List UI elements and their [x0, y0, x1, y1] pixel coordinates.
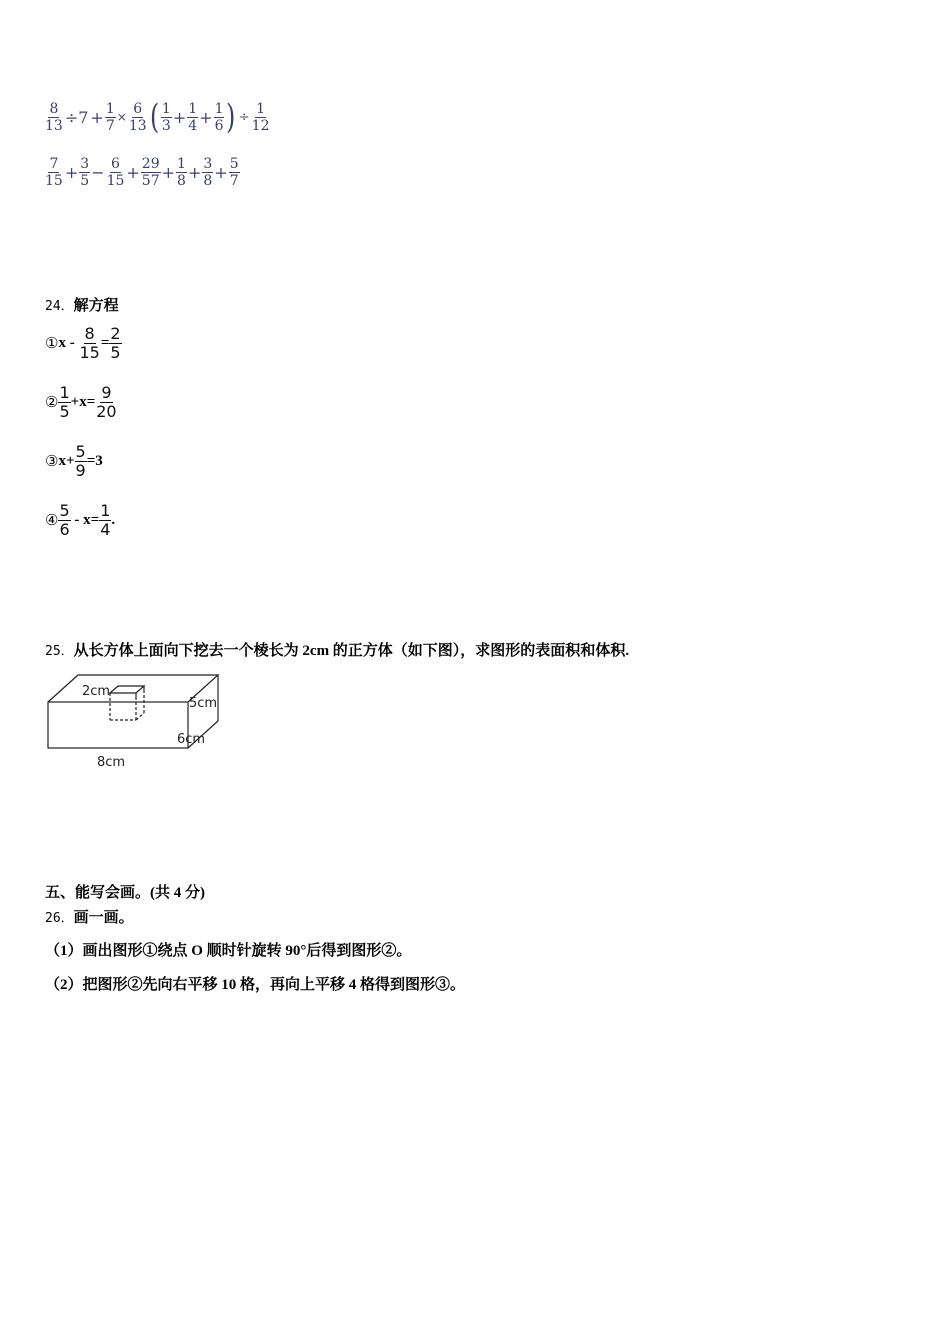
expression-2: $\frac{7}{15}$ + $\frac{3}{5}$ − $\frac{6}{15}$ + $\frac{29}{57}$ + $\frac{1}{8}$ + $\frac{3}{8}$ + $\frac{5}{7}$ [45, 156, 239, 189]
fraction: $\frac{29}{57}$ [141, 156, 160, 189]
fraction: $\frac{8}{15}$ [79, 324, 100, 362]
cube-hole-top [110, 686, 144, 693]
label-length: 8cm [97, 755, 126, 770]
fraction: $\frac{1}{7}$ [105, 100, 115, 134]
question-25-title: 25．从长方体上面向下挖去一个棱长为 2cm 的正方体（如下图），求图形的表面积和体积. [45, 643, 630, 659]
label-cube: 2cm [82, 684, 111, 699]
question-26-title: 26．画一画。 [45, 910, 134, 926]
question-26-item-2: （2）把图形②先向右平移 10 格，再向上平移 4 格得到图形③。 [45, 977, 466, 993]
fraction: $\frac{9}{20}$ [96, 383, 117, 421]
fraction: $\frac{1}{12}$ [251, 100, 270, 134]
fraction: $\frac{6}{15}$ [106, 156, 125, 189]
fraction: $\frac{3}{8}$ [203, 156, 213, 189]
question-24-title: 24．解方程 [45, 298, 119, 314]
fraction: $\frac{7}{15}$ [45, 156, 63, 189]
fraction: $\frac{1}{5}$ [59, 383, 70, 421]
fraction: $\frac{8}{13}$ [45, 100, 63, 134]
label-height: 5cm [189, 696, 218, 711]
fraction: $\frac{2}{5}$ [110, 324, 121, 362]
fraction: $\frac{1}{6}$ [214, 100, 224, 134]
fraction: $\frac{3}{5}$ [80, 156, 90, 189]
equation-4: ④ $\frac{5}{6}$ - x= $\frac{1}{4}$ . [45, 501, 116, 539]
fraction: $\frac{5}{6}$ [59, 501, 70, 539]
section-5-heading: 五、能写会画。(共 4 分) [45, 885, 205, 901]
equation-2: ② $\frac{1}{5}$ +x= $\frac{9}{20}$ [45, 383, 117, 421]
cuboid-front-face [48, 702, 188, 748]
equation-1: ① x - $\frac{8}{15}$ = $\frac{2}{5}$ [45, 324, 121, 362]
fraction: $\frac{1}{4}$ [100, 501, 111, 539]
label-depth: 6cm [177, 732, 206, 747]
question-26-item-1: （1）画出图形①绕点 O 顺时针旋转 90°后得到图形②。 [45, 943, 412, 959]
fraction: $\frac{1}{8}$ [177, 156, 186, 189]
equation-3: ③ x+ $\frac{5}{9}$ =3 [45, 442, 103, 480]
cuboid-figure [40, 670, 240, 775]
fraction: $\frac{5}{9}$ [75, 442, 86, 480]
fraction: $\frac{5}{7}$ [229, 156, 239, 189]
fraction: $\frac{1}{3}$ [161, 100, 171, 134]
fraction: $\frac{6}{13}$ [128, 100, 147, 134]
expression-1: $\frac{8}{13}$ ÷7 + $\frac{1}{7}$ × $\frac{6}{13}$ ( $\frac{1}{3}$ + $\frac{1}{4}$ + $\frac{1}{6}$ ) ÷ $\frac{1}{12}$ [45, 97, 270, 137]
fraction: $\frac{1}{4}$ [188, 100, 198, 134]
